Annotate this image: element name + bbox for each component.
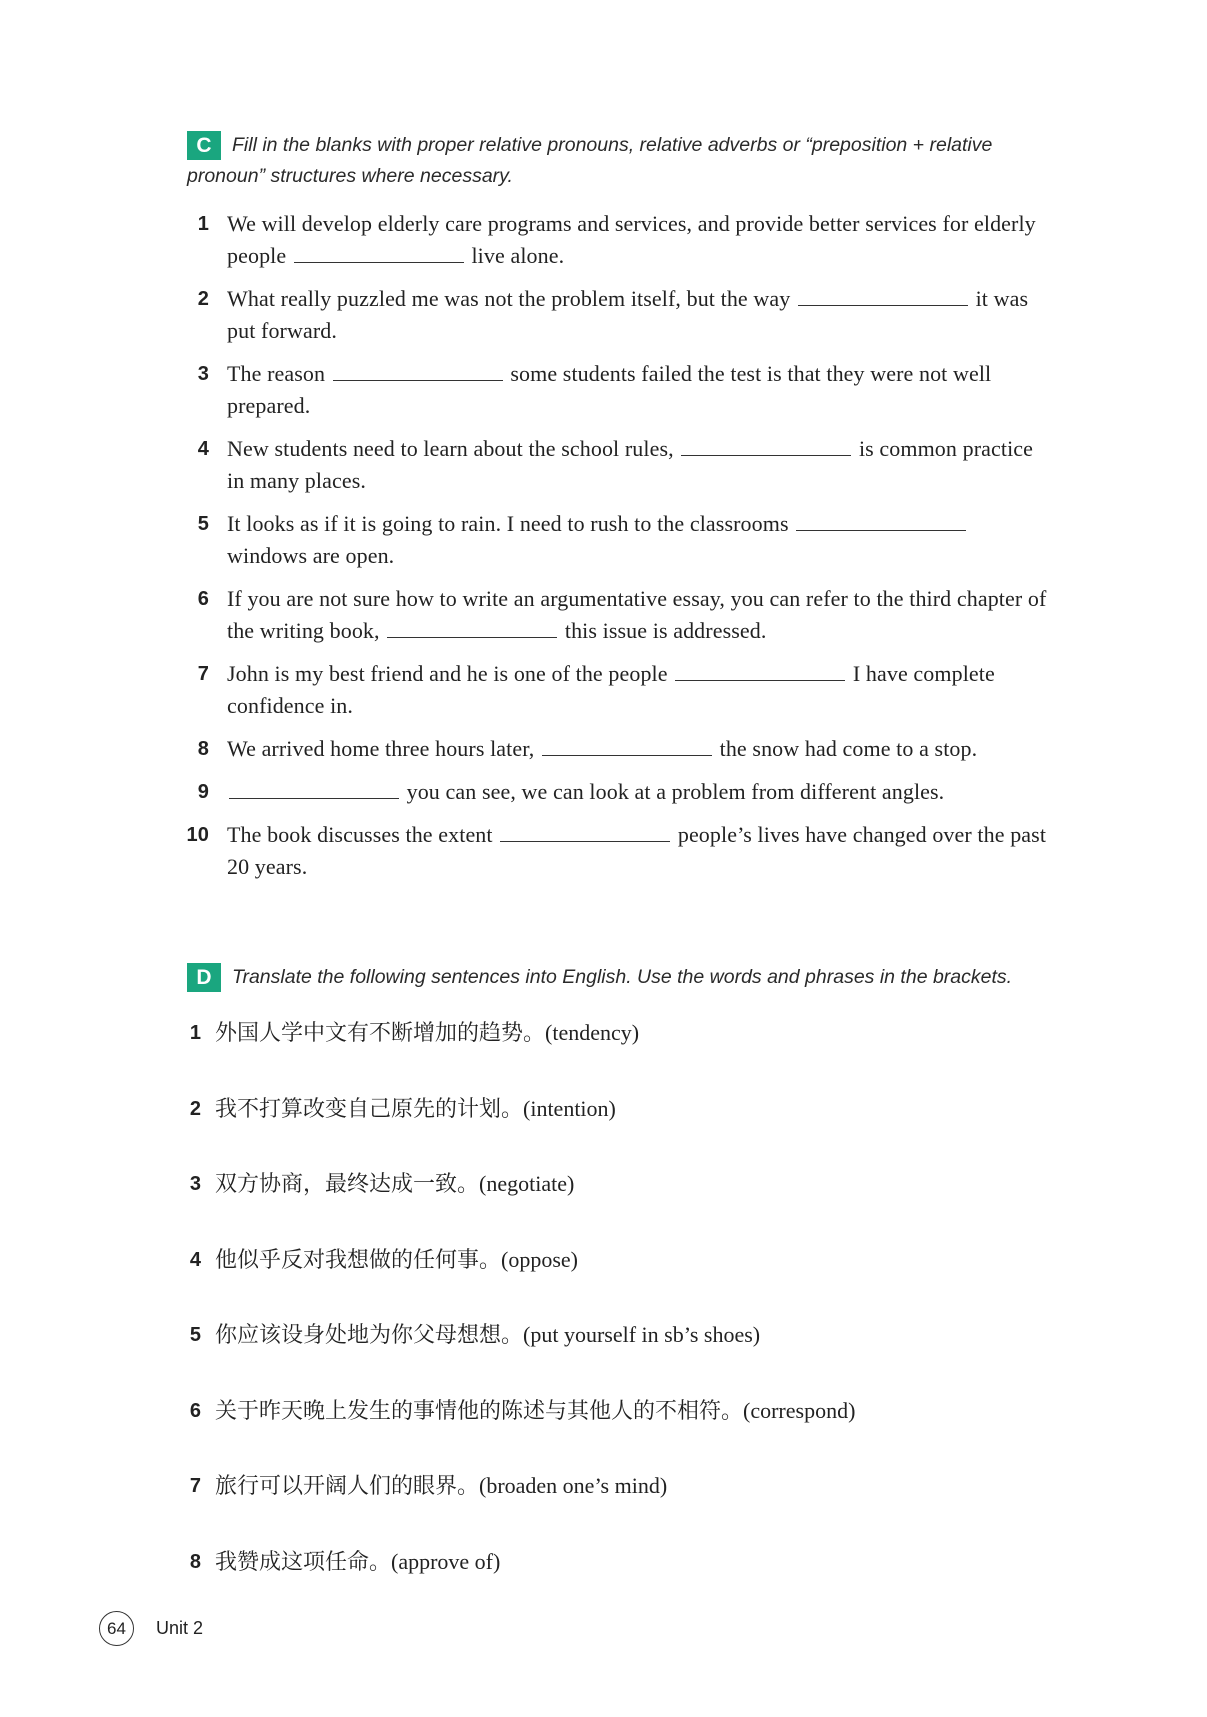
item-number: 2 (197, 288, 209, 310)
item-number: 5 (197, 513, 209, 535)
item-number: 4 (197, 438, 209, 460)
translation-prompt: 他似乎反对我想做的任何事。(oppose) (215, 1246, 578, 1272)
item-number: 10 (186, 824, 209, 846)
item-text-before: It looks as if it is going to rain. I need to rush to the classrooms (227, 511, 789, 536)
exercise-c-item (187, 819, 1047, 883)
item-number: 1 (189, 1022, 201, 1044)
exercise-c-item (187, 583, 1047, 647)
item-number: 9 (197, 781, 209, 803)
item-text-after: live alone. (471, 243, 565, 268)
item-text-before: New students need to learn about the school rules, (227, 436, 674, 461)
exercise-d-item (187, 1244, 1047, 1320)
item-text-after: I have complete confidence in. (227, 661, 995, 718)
item-number: 2 (189, 1097, 201, 1120)
exercise-d-item (187, 1093, 1047, 1169)
page-footer (99, 1611, 203, 1646)
translation-prompt: 我赞成这项任命。(approve of) (215, 1548, 501, 1574)
translation-prompt: 双方协商，最终达成一致。(negotiate) (215, 1171, 575, 1196)
answer-blank[interactable] (229, 780, 399, 799)
item-text-before: If you are not sure how to write an argumentative essay, you can refer to the third chapter of the writing book, (227, 586, 1047, 643)
exercise-c-item (187, 508, 1047, 572)
exercise-c-item (187, 208, 1047, 272)
exercise-c-item (187, 358, 1047, 422)
answer-blank[interactable] (333, 362, 503, 381)
item-text-before: We arrived home three hours later, (227, 736, 535, 761)
answer-blank[interactable] (681, 437, 851, 456)
section-d-badge: D (187, 963, 221, 992)
item-number: 8 (197, 738, 209, 760)
exercise-c-item (187, 733, 1047, 765)
item-text-after: you can see, we can look at a problem from different angles. (406, 779, 945, 804)
item-text-before: We will develop elderly care programs and services, and provide better services for elderly people (227, 211, 1036, 268)
item-text-after: the snow had come to a stop. (719, 736, 978, 761)
section-c-instruction (187, 130, 1047, 192)
exercise-c-item (187, 433, 1047, 497)
item-text-before: The reason (227, 361, 326, 386)
item-text-after: it was put forward. (227, 286, 1029, 343)
answer-blank[interactable] (387, 619, 557, 638)
section-c-list (187, 208, 1047, 894)
translation-prompt: 关于昨天晚上发生的事情他的陈述与其他人的不相符。(correspond) (215, 1397, 856, 1423)
translation-prompt: 旅行可以开阔人们的眼界。(broaden one’s mind) (215, 1473, 668, 1498)
section-c-badge: C (187, 131, 221, 160)
item-text-after: some students failed the test is that they were not well prepared. (227, 361, 992, 418)
item-number: 1 (197, 213, 209, 235)
item-text-before: The book discusses the extent (227, 822, 493, 847)
item-text-after: windows are open. (227, 543, 395, 568)
item-number: 3 (189, 1173, 201, 1195)
answer-blank[interactable] (675, 662, 845, 681)
item-number: 7 (189, 1475, 201, 1497)
section-d-instruction-text: Translate the following sentences into English. Use the words and phrases in the brackets. (232, 966, 1013, 988)
item-number: 5 (189, 1324, 201, 1346)
exercise-d-item (187, 1168, 1047, 1244)
exercise-d-item (187, 1319, 1047, 1395)
translation-prompt: 你应该设身处地为你父母想想。(put yourself in sb’s shoes) (215, 1322, 761, 1347)
exercise-d-item (187, 1470, 1047, 1546)
translation-prompt: 外国人学中文有不断增加的趋势。(tendency) (215, 1020, 640, 1045)
answer-blank[interactable] (500, 823, 670, 842)
answer-blank[interactable] (798, 287, 968, 306)
section-d-instruction (187, 962, 1067, 993)
exercise-d-item (187, 1017, 1047, 1093)
exercise-d-item (187, 1546, 1047, 1622)
translation-prompt: 我不打算改变自己原先的计划。(intention) (215, 1095, 616, 1121)
item-number: 6 (197, 588, 209, 610)
section-d-list (187, 1017, 1047, 1621)
item-text-after: this issue is addressed. (564, 618, 767, 643)
item-text-before: What really puzzled me was not the problem itself, but the way (227, 286, 791, 311)
exercise-c-item (187, 658, 1047, 722)
item-number: 7 (197, 663, 209, 685)
item-number: 4 (189, 1248, 201, 1271)
item-number: 8 (189, 1550, 201, 1573)
item-text-after: people’s lives have changed over the past 20 years. (227, 822, 1047, 879)
unit-label: Unit 2 (156, 1618, 204, 1638)
answer-blank[interactable] (294, 244, 464, 263)
item-text-after: is common practice in many places. (227, 436, 1034, 493)
item-text-before: John is my best friend and he is one of the people (227, 661, 668, 686)
exercise-c-item (187, 776, 1047, 808)
page-number: 64 (99, 1611, 134, 1646)
item-number: 3 (197, 363, 209, 385)
item-number: 6 (189, 1399, 201, 1422)
section-c-instruction-text: Fill in the blanks with proper relative pronouns, relative adverbs or “preposition + relative pronoun” structures where necessary. (187, 134, 993, 187)
answer-blank[interactable] (542, 737, 712, 756)
exercise-d-item (187, 1395, 1047, 1471)
answer-blank[interactable] (796, 512, 966, 531)
exercise-c-item (187, 283, 1047, 347)
